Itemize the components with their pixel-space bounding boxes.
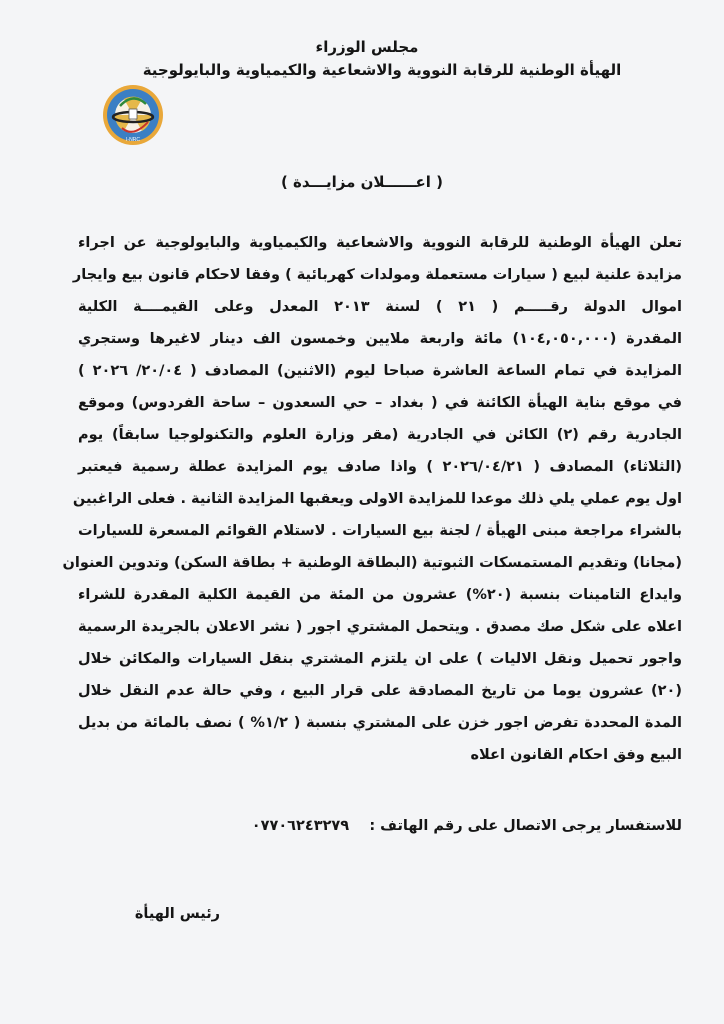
body-line: في موقع بناية الهيأة الكائنة في ( بغداد – حي السعدون – ساحة الفردوس) وموقع — [78, 395, 682, 411]
body-line: المدة المحددة تفرض اجور خزن على المشتري بنسبة ( ١/٢% ) نصف بالمائة من بديل — [78, 715, 682, 731]
body-line: المقدرة (١٠٤,٠٥٠,٠٠٠) مائة واربعة ملايين وخمسون الف دينار لاغيرها وستجري — [78, 331, 682, 347]
body-line: الجادرية رقم (٢) الكائن في الجادرية (مقر وزارة العلوم والتكنولوجيا سابقاً) يوم — [78, 427, 682, 443]
body-line: (مجانا) وتقديم المستمسكات الثبوتية (البطاقة الوطنية + بطاقة السكن) وتدوين العنوان — [62, 555, 682, 571]
contact-line — [230, 818, 682, 834]
body-line: اموال الدولة رقـــــم ( ٢١ ) لسنة ٢٠١٣ المعدل وعلى القيمــــة الكلية — [78, 299, 682, 315]
body-line: تعلن الهيأة الوطنية للرقابة النووية والاشعاعية والكيمياوية والبايولوجية عن اجراء — [78, 235, 682, 251]
phone-number: ٠٧٧٠٦٢٤٣٢٧٩ — [251, 818, 350, 834]
authority-heading: الهيأة الوطنية للرقابة النووية والاشعاعية والكيمياوية والبايولوجية — [142, 61, 622, 79]
body-line: اعلاه على شكل صك مصدق . ويتحمل المشتري اجور ( نشر الاعلان بالجريدة الرسمية — [78, 619, 682, 635]
contact-label: للاستفسار يرجى الاتصال على رقم الهاتف : — [369, 818, 682, 834]
body-line: بالشراء مراجعة مبنى الهيأة / لجنة بيع السيارات . لاستلام القوائم المسعرة للسيارات — [78, 523, 682, 539]
body-line: (الثلاثاء) المصادف ( ٢٠٢٦/٠٤/٢١ ) واذا صادف يوم المزايدة عطلة رسمية فيعتبر — [78, 459, 682, 475]
body-line: (٢٠) عشرون يوما من تاريخ المصادقة على قرار البيع ، وفي حالة عدم النقل خلال — [78, 683, 682, 699]
council-heading: مجلس الوزراء — [315, 38, 419, 56]
authority-logo — [102, 84, 164, 146]
body-line: اول يوم عملي يلي ذلك موعدا للمزايدة الاولى ويعقبها المزايدة الثانية . فعلى الراغبين — [72, 491, 682, 507]
body-line: المزايدة في تمام الساعة العاشرة صباحا ليوم (الاثنين) المصادف ( ٢٠/٠٤/ ٢٠٢٦ ) — [78, 363, 682, 379]
body-line: مزايدة علنية لبيع ( سيارات مستعملة ومولدات كهربائية ) وفقا لاحكام قانون بيع وايجار — [72, 267, 682, 283]
svg-text:I-NRC: I-NRC — [126, 137, 140, 143]
body-line: وايداع التامينات بنسبة (٢٠%) عشرون من المئة من القيمة الكلية المقدرة للشراء — [78, 587, 682, 603]
signature-title: رئيس الهيأة — [134, 906, 220, 922]
body-line: البيع وفق احكام القانون اعلاه — [470, 747, 682, 763]
announcement-body — [62, 231, 682, 775]
announcement-title: ( اعــــــلان مزايـــدة ) — [280, 173, 443, 191]
body-line: واجور تحميل ونقل الاليات ) على ان يلتزم المشتري بنقل السيارات والمكائن خلال — [78, 651, 682, 667]
